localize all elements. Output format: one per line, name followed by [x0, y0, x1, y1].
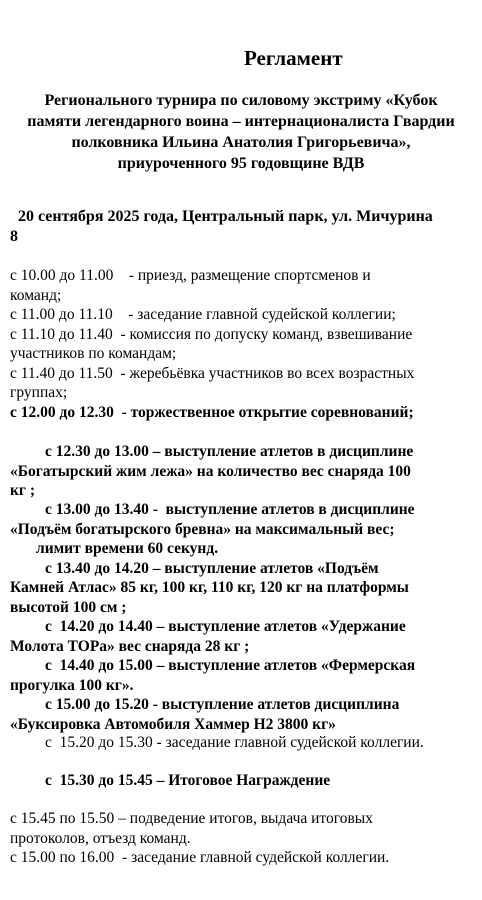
schedule-line: с 15.20 до 15.30 - заседание главной судейской коллегии.	[45, 734, 424, 751]
schedule-line-opening: с 12.00 до 12.30 - торжественное открытие соревнований;	[10, 403, 414, 421]
schedule-line: группах;	[10, 384, 68, 401]
schedule-line: с 11.40 до 11.50 - жеребьёвка участников во всех возрастных	[10, 364, 415, 382]
schedule-line: прогулка 100 кг».	[10, 676, 134, 694]
schedule-line: «Богатырский жим лежа» на количество вес снаряда 100	[10, 462, 411, 480]
date-and-place	[10, 207, 480, 247]
subtitle-line: памяти легендарного воина – интернационалиста Гвардии	[27, 113, 455, 130]
schedule-line: протоколов, отъезд команд.	[10, 829, 191, 847]
schedule-line: с 15.45 по 15.50 – подведение итогов, выдача итоговых	[10, 810, 373, 827]
schedule-block-closing	[0, 809, 482, 868]
subtitle-line: приуроченного 95 годовщине ВДВ	[117, 155, 365, 172]
date-place-line: 20 сентября 2025 года, Центральный парк, ул. Мичурина	[10, 208, 433, 225]
schedule-line-award	[0, 771, 482, 791]
schedule-line: с 11.00 до 11.10 - заседание главной судейской коллегии;	[10, 306, 396, 323]
schedule-line: с 15.00 по 16.00 - заседание главной судейской коллегии.	[10, 849, 390, 866]
schedule-line: с 13.40 до 14.20 – выступление атлетов «Подъём	[45, 559, 379, 577]
tournament-subtitle	[10, 90, 472, 174]
schedule-line-judges	[0, 733, 482, 753]
date-place-line: 8	[10, 228, 18, 245]
schedule-line: участников по командам;	[10, 345, 177, 362]
schedule-block-bench	[0, 442, 482, 501]
award-line: с 15.30 до 15.45 – Итоговое Награждение	[45, 772, 331, 789]
schedule-line: команд;	[10, 286, 62, 304]
schedule-line: кг ;	[10, 482, 36, 499]
schedule-line: Молота ТОРа» вес снаряда 28 кг ;	[10, 637, 250, 655]
subtitle-line: Регионального турнира по силовому экстриму «Кубок	[44, 92, 438, 109]
schedule-line: с 14.20 до 14.40 – выступление атлетов «Удержание	[45, 618, 406, 635]
schedule-line: с 10.00 до 11.00 - приезд, размещение спортсменов и	[10, 267, 371, 284]
schedule-line: Камней Атлас» 85 кг, 100 кг, 110 кг, 120 кг на платформы	[10, 579, 409, 596]
schedule-line: лимит времени 60 секунд.	[36, 540, 219, 557]
schedule-line: с 14.40 до 15.00 – выступление атлетов «Фермерская	[45, 657, 416, 674]
schedule-line: с 11.10 до 11.40 - комиссия по допуску команд, взвешивание	[10, 325, 413, 343]
schedule-line: с 15.00 до 15.20 - выступление атлетов дисциплина	[45, 696, 400, 713]
schedule-line: с 12.30 до 13.00 – выступление атлетов в дисциплине	[45, 443, 414, 460]
subtitle-line: полковника Ильина Анатолия Григорьевича»,	[71, 134, 411, 151]
schedule-line: высотой 100 см ;	[10, 598, 127, 616]
schedule-line: с 13.00 до 13.40 - выступление атлетов в дисциплине	[45, 501, 415, 518]
schedule-block-opening	[0, 266, 482, 422]
schedule-block-disciplines	[0, 500, 482, 734]
schedule-line: «Буксировка Автомобиля Хаммер Н2 3800 кг»	[10, 715, 336, 733]
document-title: Регламент	[244, 46, 343, 70]
schedule-line: «Подъём богатырского бревна» на максимальный вес;	[10, 520, 395, 538]
